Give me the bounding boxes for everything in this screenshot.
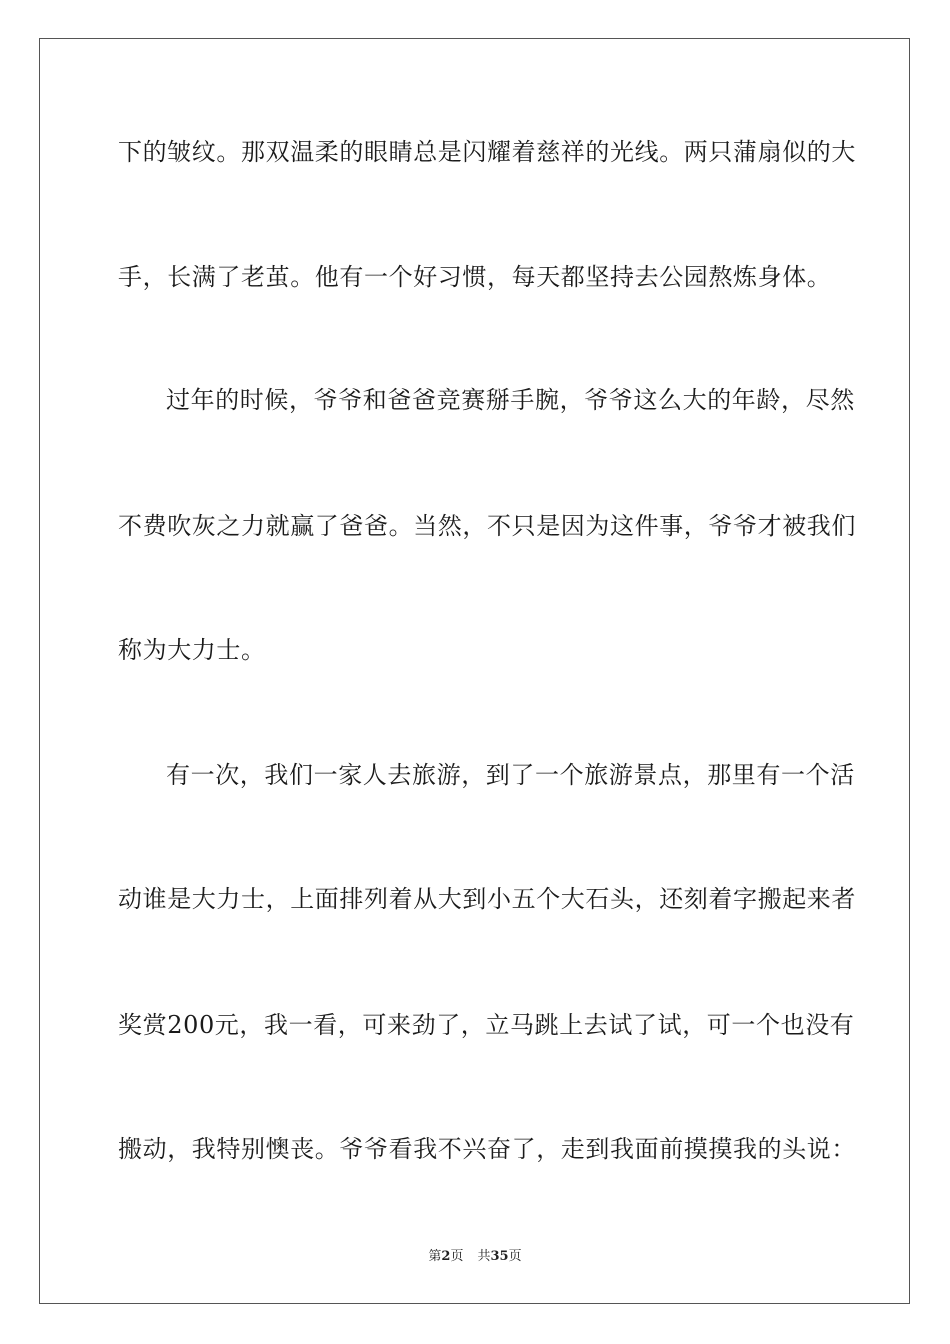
paragraph-line: 搬动，我特别懊丧。爷爷看我不兴奋了，走到我面前摸摸我的头说： (118, 1135, 856, 1163)
page-label-prefix: 第 (428, 1249, 442, 1264)
paragraph-line: 不费吹灰之力就赢了爸爸。当然，不只是因为这件事，爷爷才被我们 (118, 512, 856, 540)
total-label-prefix: 共 (477, 1249, 491, 1264)
paragraph-line: 动谁是大力士，上面排列着从大到小五个大石头，还刻着字搬起来者 (118, 885, 856, 913)
paragraph-line: 手，长满了老茧。他有一个好习惯，每天都坚持去公园熬炼身体。 (118, 263, 832, 291)
page-label-suffix: 页 (450, 1249, 464, 1264)
current-page-number: 2 (441, 1249, 451, 1264)
paragraph-line: 称为大力士。 (118, 636, 266, 664)
page-footer (0, 1248, 950, 1266)
paragraph-line: 有一次，我们一家人去旅游，到了一个旅游景点，那里有一个活 (166, 761, 855, 789)
page-border (39, 38, 910, 1304)
total-label-suffix: 页 (508, 1249, 522, 1264)
paragraph-line: 下的皱纹。那双温柔的眼睛总是闪耀着慈祥的光线。两只蒲扇似的大 (118, 138, 856, 166)
paragraph-line: 过年的时候，爷爷和爸爸竞赛掰手腕，爷爷这么大的年龄，尽然 (166, 386, 855, 414)
total-page-number: 35 (490, 1249, 509, 1264)
paragraph-line: 奖赏200元，我一看，可来劲了，立马跳上去试了试，可一个也没有 (118, 1011, 855, 1039)
